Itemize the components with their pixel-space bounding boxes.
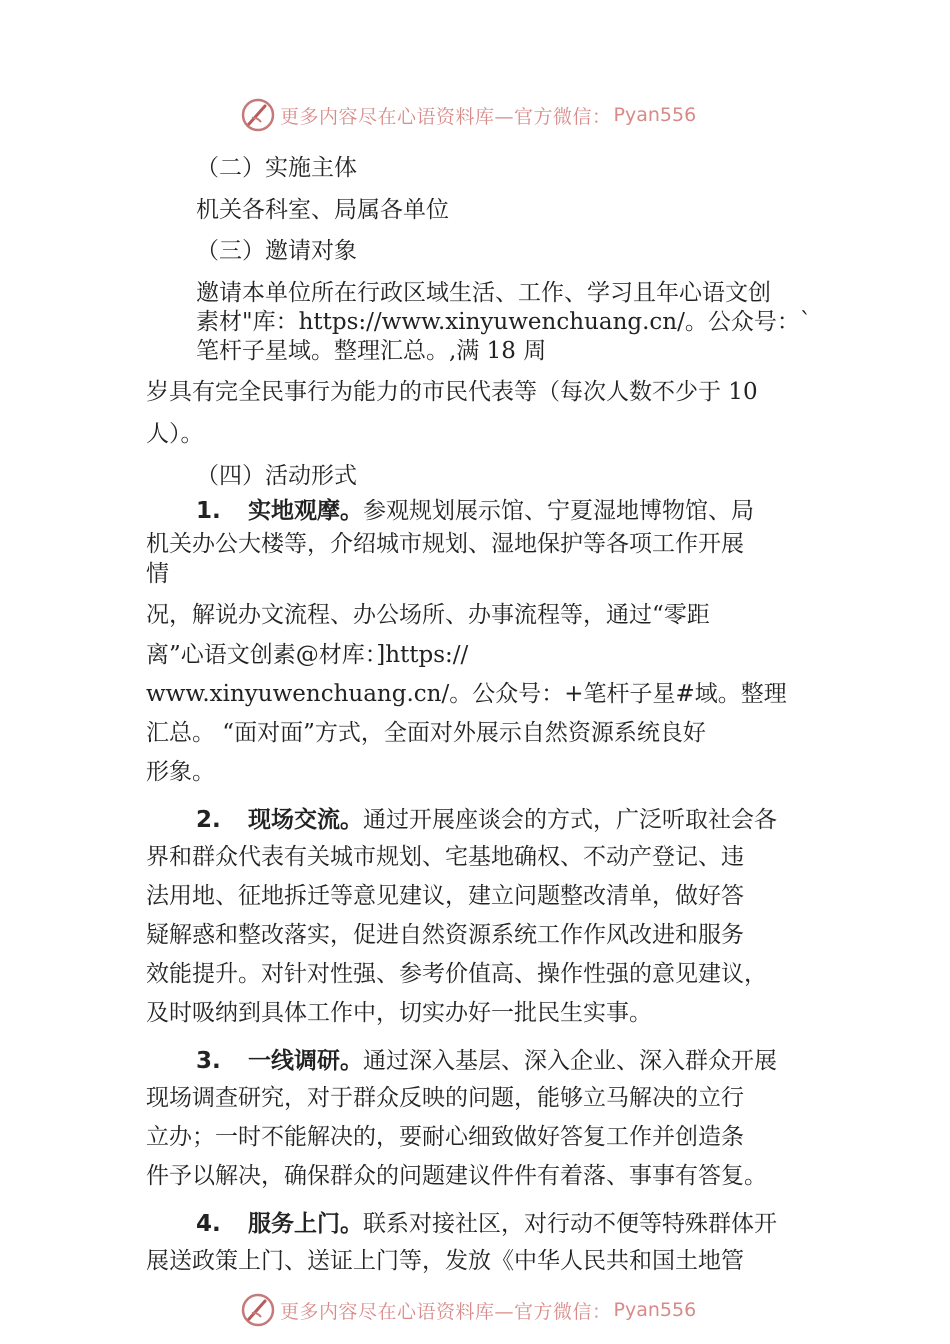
section3-heading: （三）邀请对象	[196, 238, 357, 264]
item-2-line: 法用地、征地拆迁等意见建议，建立问题整改清单，做好答	[146, 883, 744, 909]
watermark-text: 更多内容尽在心语资料库—官方微信：	[280, 105, 612, 128]
item-2-first-line	[196, 806, 777, 834]
watermark-text: 更多内容尽在心语资料库—官方微信：	[280, 1300, 612, 1323]
item-number: 4.	[196, 1211, 221, 1237]
section3-line: 岁具有完全民事行为能力的市民代表等（每次人数不少于 10	[146, 379, 758, 405]
item-1-line: 汇总。 “面对面”方式，全面对外展示自然资源系统良好	[146, 720, 706, 746]
item-1-line: 形象。	[146, 759, 215, 785]
item-title: 服务上门。	[248, 1211, 363, 1237]
section4-heading: （四）活动形式	[196, 463, 357, 489]
brush-logo-icon	[240, 97, 276, 133]
item-number: 1.	[196, 498, 221, 524]
item-text: 参观规划展示馆、宁夏湿地博物馆、局	[363, 498, 754, 524]
item-number: 3.	[196, 1048, 221, 1074]
item-title: 现场交流。	[248, 807, 363, 833]
section3-line: 人）。	[146, 421, 204, 447]
watermark-id: Pyan556	[613, 104, 697, 126]
item-3-first-line	[196, 1047, 777, 1075]
item-4-first-line	[196, 1210, 777, 1238]
item-1-first-line	[196, 497, 754, 525]
section3-line: 素材"库：https://www.xinyuwenchuang.cn/。公众号：`	[196, 309, 812, 335]
watermark-id: Pyan556	[613, 1299, 697, 1321]
item-2-line: 疑解惑和整改落实，促进自然资源系统工作作风改进和服务	[146, 922, 744, 948]
brush-logo-icon	[240, 1292, 276, 1328]
item-1-line: 况，解说办文流程、办公场所、办事流程等，通过“零距	[146, 602, 710, 628]
item-text: 通过开展座谈会的方式，广泛听取社会各	[363, 807, 777, 833]
item-3-line: 立办；一时不能解决的，要耐心细致做好答复工作并创造条	[146, 1124, 744, 1150]
item-4-line: 展送政策上门、送证上门等，发放《中华人民共和国土地管	[146, 1248, 744, 1274]
item-1-line: 离”心语文创素@材库：]https://	[146, 642, 469, 668]
item-1-line: 情	[146, 561, 169, 587]
item-2-line: 界和群众代表有关城市规划、宅基地确权、不动产登记、违	[146, 844, 744, 870]
item-1-line: www.xinyuwenchuang.cn/。公众号：+笔杆子星#域。整理	[146, 681, 787, 707]
section2-heading: （二）实施主体	[196, 155, 357, 181]
item-1-line: 机关办公大楼等，介绍城市规划、湿地保护等各项工作开展	[146, 531, 744, 557]
item-2-line: 及时吸纳到具体工作中，切实办好一批民生实事。	[146, 1000, 652, 1026]
item-3-line: 现场调查研究，对于群众反映的问题，能够立马解决的立行	[146, 1085, 744, 1111]
section3-line: 笔杆子星域。整理汇总。,满 18 周	[196, 338, 547, 364]
watermark-banner-bottom	[240, 1290, 696, 1330]
watermark-banner-top	[240, 95, 696, 135]
item-2-line: 效能提升。对针对性强、参考价值高、操作性强的意见建议，	[146, 961, 767, 987]
item-3-line: 件予以解决，确保群众的问题建议件件有着落、事事有答复。	[146, 1163, 767, 1189]
item-number: 2.	[196, 807, 221, 833]
item-title: 一线调研。	[248, 1048, 363, 1074]
section2-body: 机关各科室、局属各单位	[196, 197, 449, 223]
item-text: 联系对接社区，对行动不便等特殊群体开	[363, 1211, 777, 1237]
section3-line: 邀请本单位所在行政区域生活、工作、学习且年心语文创	[196, 280, 771, 306]
item-title: 实地观摩。	[248, 498, 363, 524]
item-text: 通过深入基层、深入企业、深入群众开展	[363, 1048, 777, 1074]
